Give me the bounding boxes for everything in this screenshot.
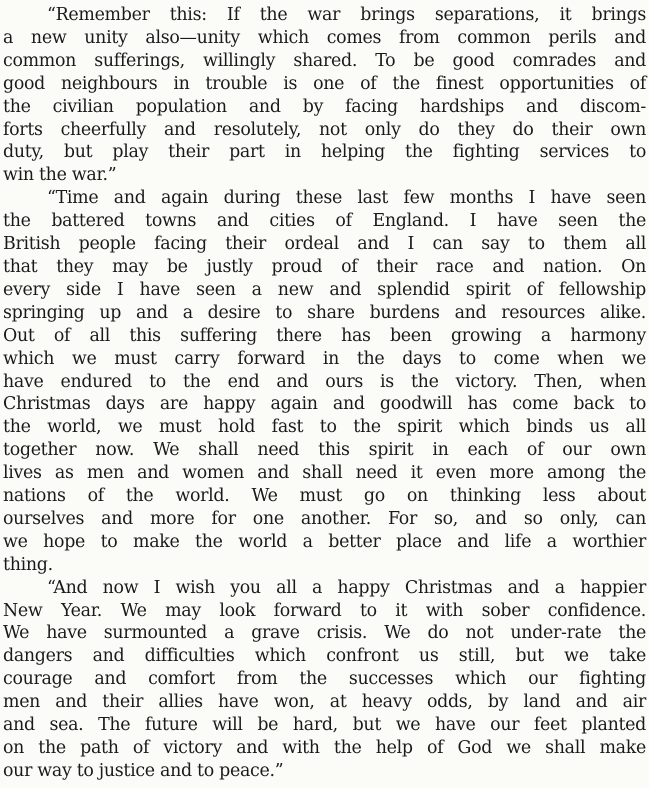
text-line: together now. We shall need this spirit in each of our own xyxy=(3,440,646,461)
text-line: duty, but play their part in helping the fighting services to xyxy=(3,142,646,163)
text-line: British people facing their ordeal and I can say to them all xyxy=(3,234,646,255)
text-line: and sea. The future will be hard, but we have our feet planted xyxy=(3,715,646,736)
text-line: thing. xyxy=(3,554,53,575)
text-line: “Time and again during these last few months I have seen xyxy=(47,188,646,209)
text-line: New Year. We may look forward to it with sober confidence. xyxy=(3,600,646,621)
text-line: a new unity also—unity which comes from common perils and xyxy=(3,27,646,48)
text-line: we hope to make the world a better place and life a worthier xyxy=(3,531,646,552)
text-line: the civilian population and by facing hardships and discom- xyxy=(3,96,646,117)
text-line: have endured to the end and ours is the victory. Then, when xyxy=(3,371,646,392)
text-line: We have surmounted a grave crisis. We do not under-rate the xyxy=(3,623,646,644)
text-line: good neighbours in trouble is one of the finest opportunities of xyxy=(3,73,646,94)
text-line: lives as men and women and shall need it even more among the xyxy=(3,463,646,484)
text-line: dangers and difficulties which confront us still, but we take xyxy=(3,646,646,667)
text-line: Out of all this suffering there has been growing a harmony xyxy=(3,325,646,346)
text-line: Christmas days are happy again and goodwill has come back to xyxy=(3,394,646,415)
paragraph-remember-this xyxy=(3,4,646,187)
paragraph-and-now xyxy=(3,577,646,783)
text-line: ourselves and more for one another. For so, and so only, can xyxy=(3,508,646,529)
text-line: courage and comfort from the successes which our fighting xyxy=(3,669,646,690)
text-line: nations of the world. We must go on thinking less about xyxy=(3,486,646,507)
text-line: the battered towns and cities of England. I have seen the xyxy=(3,211,646,232)
text-line: on the path of victory and with the help of God we shall make xyxy=(3,738,646,758)
text-line: the world, we must hold fast to the spirit which binds us all xyxy=(3,417,646,438)
text-line: forts cheerfully and resolutely, not only do they do their own xyxy=(3,119,646,140)
text-line: “And now I wish you all a happy Christmas and a happier xyxy=(47,577,646,598)
text-line: our way to justice and to peace.” xyxy=(3,760,284,781)
text-line: win the war.” xyxy=(3,165,117,186)
text-line: springing up and a desire to share burdens and resources alike. xyxy=(3,302,646,323)
text-line: which we must carry forward in the days to come when we xyxy=(3,348,646,369)
text-line: common sufferings, willingly shared. To be good comrades and xyxy=(3,50,646,71)
text-line: every side I have seen a new and splendid spirit of fellowship xyxy=(3,279,646,300)
text-line: men and their allies have won, at heavy odds, by land and air xyxy=(3,692,646,713)
text-line: that they may be justly proud of their race and nation. On xyxy=(3,256,646,277)
text-line: “Remember this: If the war brings separations, it brings xyxy=(47,5,646,25)
paragraph-time-and-again xyxy=(3,187,646,576)
